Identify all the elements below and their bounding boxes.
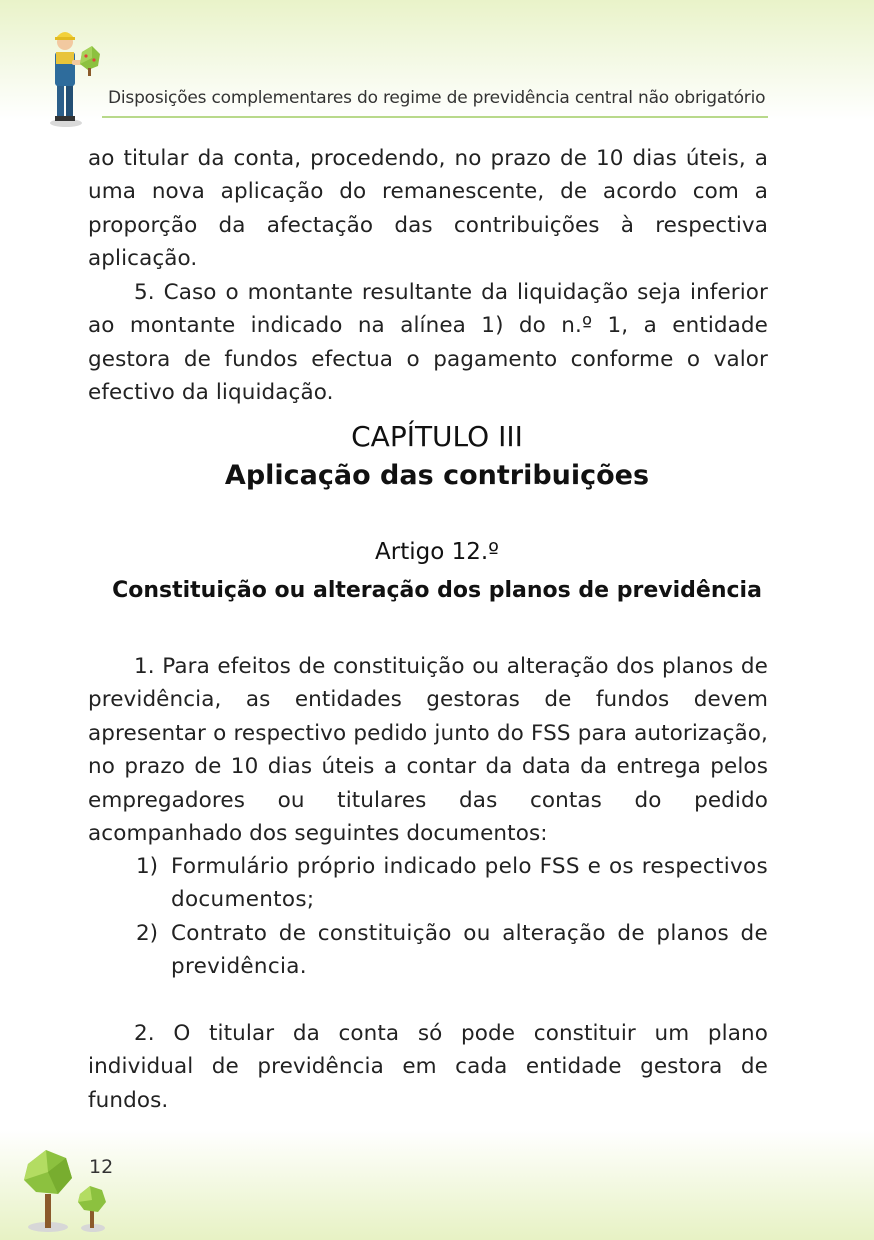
paragraph-continuation: ao titular da conta, procedendo, no prazo de 10 dias úteis, a uma nova aplicação do remanescente, de acordo com a proporção da afectação das contribuições à respectiva aplicação.	[88, 146, 768, 272]
list-item-text: Contrato de constituição ou alteração de planos de previdência.	[171, 921, 768, 980]
article-paragraph-2: 2. O titular da conta só pode constituir um plano individual de previdência em cada entidade gestora de fundos.	[88, 1021, 768, 1113]
article-paragraph-1: 1. Para efeitos de constituição ou alteração dos planos de previdência, as entidades gestoras de fundos devem apresentar o respectivo pedido junto do FSS para autorização, no prazo de 10 dias úteis a contar da data da entrega pelos empregadores ou titulares das contas do pedido acompanhado dos seguintes documentos:	[88, 654, 768, 847]
article-title: Constituição ou alteração dos planos de previdência	[112, 578, 762, 603]
list-item-text: Formulário próprio indicado pelo FSS e os respectivos documentos;	[171, 854, 768, 913]
list-item	[88, 917, 768, 984]
article-label: Artigo 12.º	[375, 539, 499, 565]
list-item-number: 2)	[136, 921, 159, 946]
worker-with-tree-icon	[42, 22, 104, 130]
header-divider	[102, 116, 768, 118]
list-item	[88, 850, 768, 917]
chapter-label: CAPÍTULO III	[351, 420, 523, 453]
running-header: Disposições complementares do regime de previdência central não obrigatório	[108, 88, 766, 108]
list-item-number: 1)	[136, 854, 159, 879]
page-number: 12	[89, 1156, 114, 1178]
chapter-title: Aplicação das contribuições	[224, 460, 650, 491]
paragraph-item-5: 5. Caso o montante resultante da liquidação seja inferior ao montante indicado na alínea 1) do n.º 1, a entidade gestora de fundos efectua o pagamento conforme o valor efectivo da liquidação.	[88, 280, 768, 406]
footer-band	[0, 1130, 874, 1240]
